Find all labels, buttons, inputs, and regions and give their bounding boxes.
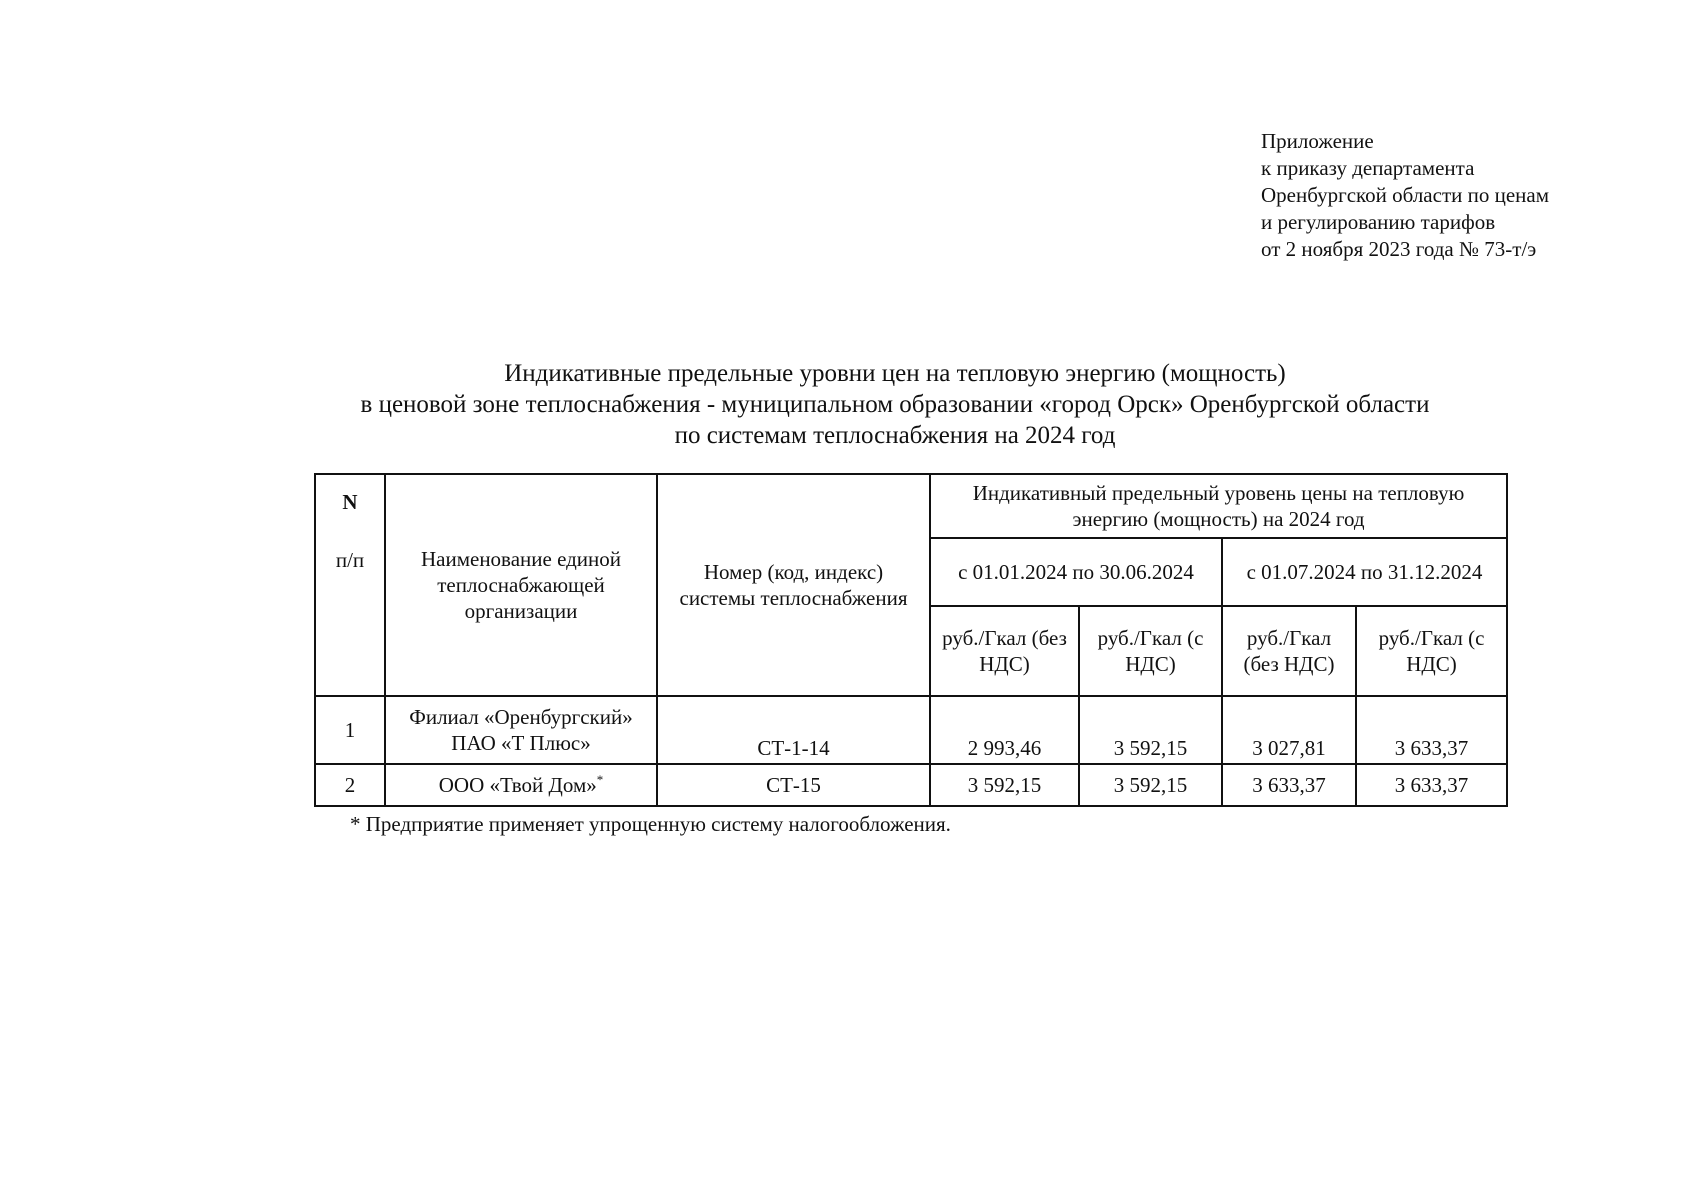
title-line: по системам теплоснабжения на 2024 год bbox=[674, 422, 1116, 449]
row-p1-vat: 3 592,15 bbox=[1079, 764, 1222, 806]
row-p1-no-vat: 2 993,46 bbox=[930, 696, 1079, 764]
title-line: Индикативные предельные уровни цен на тепловую энергию (мощность) bbox=[504, 360, 1286, 387]
header-row bbox=[315, 474, 1507, 538]
price-table bbox=[314, 473, 1508, 807]
title-line: в ценовой зоне теплоснабжения - муниципальном образовании «город Орск» Оренбургской области bbox=[360, 391, 1430, 418]
row-code: СТ-15 bbox=[657, 764, 930, 806]
row-org-sup: * bbox=[596, 772, 604, 787]
header-n: N bbox=[342, 490, 358, 514]
annex-line: от 2 ноября 2023 года № 73-т/э bbox=[1261, 237, 1537, 261]
row-code: СТ-1-14 bbox=[657, 696, 930, 764]
header-unit-p1-no-vat: руб./Гкал (без НДС) bbox=[930, 606, 1079, 696]
row-number: 1 bbox=[315, 696, 385, 764]
annex-block bbox=[1261, 128, 1549, 263]
table-row bbox=[315, 696, 1507, 764]
row-p2-no-vat: 3 027,81 bbox=[1222, 696, 1356, 764]
header-pp: п/п bbox=[335, 548, 365, 572]
header-org: Наименование единой теплоснабжающей организации bbox=[385, 474, 657, 696]
header-unit-p2-vat: руб./Гкал (с НДС) bbox=[1356, 606, 1507, 696]
header-unit-p2-no-vat: руб./Гкал (без НДС) bbox=[1222, 606, 1356, 696]
table-row bbox=[315, 764, 1507, 806]
document-title bbox=[290, 358, 1500, 451]
row-p2-vat: 3 633,37 bbox=[1356, 696, 1507, 764]
header-code: Номер (код, индекс) системы теплоснабжения bbox=[657, 474, 930, 696]
annex-line: Приложение bbox=[1261, 129, 1374, 153]
header-period2: с 01.07.2024 по 31.12.2024 bbox=[1222, 538, 1507, 606]
row-p2-vat: 3 633,37 bbox=[1356, 764, 1507, 806]
row-org-text: ООО «Твой Дом» bbox=[438, 773, 597, 797]
footnote: * Предприятие применяет упрощенную систему налогообложения. bbox=[350, 812, 951, 836]
row-org bbox=[385, 696, 657, 764]
header-period1: с 01.01.2024 по 30.06.2024 bbox=[930, 538, 1222, 606]
annex-line: и регулированию тарифов bbox=[1261, 210, 1496, 234]
row-org bbox=[385, 764, 657, 806]
header-unit-p1-vat: руб./Гкал (с НДС) bbox=[1079, 606, 1222, 696]
row-p1-vat: 3 592,15 bbox=[1079, 696, 1222, 764]
header-level: Индикативный предельный уровень цены на тепловую энергию (мощность) на 2024 год bbox=[930, 474, 1507, 538]
row-number: 2 bbox=[315, 764, 385, 806]
row-p1-no-vat: 3 592,15 bbox=[930, 764, 1079, 806]
annex-line: Оренбургской области по ценам bbox=[1261, 183, 1550, 207]
row-p2-no-vat: 3 633,37 bbox=[1222, 764, 1356, 806]
row-org-text: Филиал «Оренбургский» ПАО «Т Плюс» bbox=[409, 705, 633, 755]
annex-line: к приказу департамента bbox=[1261, 156, 1475, 180]
header-number-cell bbox=[315, 474, 385, 696]
